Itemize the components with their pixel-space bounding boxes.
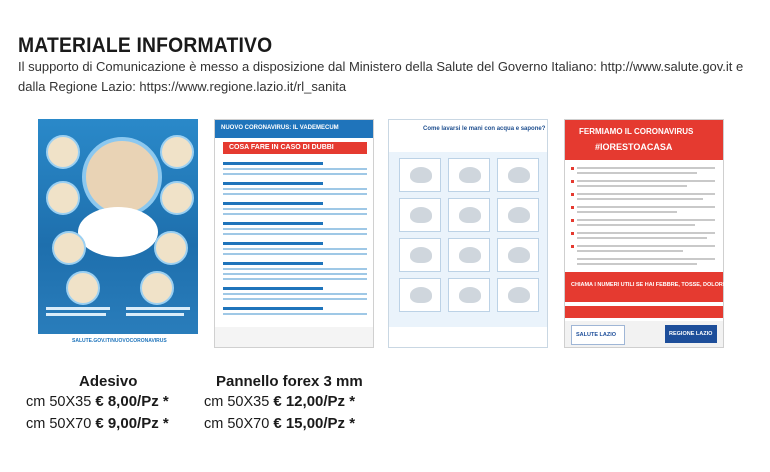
text-line (577, 193, 715, 195)
tip-bubble (160, 135, 194, 169)
size-label: cm 50X35 (26, 394, 92, 410)
adesivo-price-row (26, 393, 169, 410)
text-line (223, 268, 367, 270)
text-line (577, 237, 707, 239)
tip-bubble (46, 135, 80, 169)
text-line (577, 232, 715, 234)
poster-header (389, 120, 547, 152)
hands-icon (410, 167, 432, 183)
text-heading (223, 307, 323, 310)
step-cell (497, 158, 539, 192)
poster-heading: FERMIAMO IL CORONAVIRUS (579, 127, 694, 136)
alert-text: CHIAMA I NUMERI UTILI SE HAI FEBBRE, TOSSE, DOLORI MUSCOLARI (571, 282, 760, 288)
text-line (126, 307, 190, 310)
poster-footer (389, 327, 547, 347)
tip-bubble (66, 271, 100, 305)
adesivo-label: Adesivo (79, 373, 138, 390)
hands-icon (508, 167, 530, 183)
text-heading (223, 222, 323, 225)
text-line (223, 213, 367, 215)
text-line (223, 248, 367, 250)
text-line (577, 258, 715, 260)
poster-handwashing[interactable] (388, 119, 548, 348)
text-line (223, 173, 367, 175)
list-bullet (571, 219, 574, 222)
text-heading (223, 242, 323, 245)
hands-icon (410, 287, 432, 303)
poster-footer (38, 334, 198, 348)
tip-bubble (46, 181, 80, 215)
text-line (126, 313, 184, 316)
forex-price-row (204, 415, 355, 432)
tip-bubble (140, 271, 174, 305)
family-illustration (82, 137, 162, 217)
text-line (577, 263, 697, 265)
text-heading (223, 262, 323, 265)
text-line (577, 250, 683, 252)
step-cell (448, 278, 490, 312)
text-heading (223, 182, 323, 185)
poster-subheading: COSA FARE IN CASO DI DUBBI (229, 144, 334, 151)
list-bullet (571, 245, 574, 248)
poster-heading: Come lavarsi le mani con acqua e sapone? (423, 126, 546, 132)
adesivo-price-row (26, 415, 169, 432)
tip-bubble (52, 231, 86, 265)
alert-band (565, 306, 723, 318)
price-value: € 12,00/Pz * (273, 393, 356, 410)
text-line (577, 167, 715, 169)
list-bullet (571, 232, 574, 235)
text-heading (223, 287, 323, 290)
poster-footer (565, 321, 723, 347)
tip-bubble (154, 231, 188, 265)
poster-header (215, 120, 373, 138)
hands-icon (508, 247, 530, 263)
logo-text: SALUTE LAZIO (576, 332, 617, 338)
size-label: cm 50X70 (26, 416, 92, 432)
step-cell (448, 198, 490, 232)
hands-icon (459, 287, 481, 303)
text-line (223, 168, 367, 170)
size-label: cm 50X70 (204, 416, 270, 432)
hands-icon (459, 247, 481, 263)
poster-heading: NUOVO CORONAVIRUS: IL VADEMECUM (221, 125, 339, 131)
text-line (223, 208, 367, 210)
text-heading (223, 162, 323, 165)
center-callout (78, 207, 158, 257)
text-line (46, 307, 110, 310)
step-cell (497, 198, 539, 232)
salute-lazio-logo (571, 325, 625, 345)
hands-icon (459, 207, 481, 223)
text-line (223, 293, 367, 295)
text-line (577, 224, 695, 226)
text-line (577, 185, 687, 187)
text-line (577, 219, 715, 221)
text-line (577, 198, 703, 200)
poster-subheading: #IORESTOACASA (595, 142, 673, 152)
forex-label: Pannello forex 3 mm (216, 373, 363, 390)
text-heading (223, 202, 323, 205)
text-line (577, 206, 715, 208)
list-bullet (571, 193, 574, 196)
text-line (577, 172, 697, 174)
text-line (223, 188, 367, 190)
text-line (577, 180, 715, 182)
step-cell (399, 238, 441, 272)
step-cell (399, 158, 441, 192)
hands-icon (410, 207, 432, 223)
alert-band (565, 272, 760, 302)
price-value: € 8,00/Pz * (95, 393, 169, 410)
text-line (46, 313, 106, 316)
text-line (577, 211, 677, 213)
list-bullet (571, 167, 574, 170)
text-line (223, 228, 367, 230)
hands-icon (410, 247, 432, 263)
text-line (223, 233, 367, 235)
poster-subheader (223, 142, 367, 154)
regione-lazio-logo (665, 325, 717, 343)
step-cell (448, 158, 490, 192)
step-cell (399, 278, 441, 312)
page-description: Il supporto di Comunicazione è messo a disposizione dal Ministero della Salute del Governo Italiano: http://www.salute.gov.it e dalla Regione Lazio: https://www.regione.lazio.it/rl_sanita (18, 59, 744, 94)
price-value: € 15,00/Pz * (273, 415, 356, 432)
step-cell (448, 238, 490, 272)
poster-vademecum[interactable] (214, 119, 374, 348)
list-bullet (571, 206, 574, 209)
price-value: € 9,00/Pz * (95, 415, 169, 432)
step-cell (399, 198, 441, 232)
poster-footer-text: SALUTE.GOV.IT/NUOVOCORONAVIRUS (72, 338, 167, 344)
text-line (223, 313, 367, 315)
poster-adesivo-infographic[interactable] (38, 119, 198, 348)
hands-icon (508, 287, 530, 303)
list-bullet (571, 180, 574, 183)
poster-logos (215, 327, 373, 347)
hands-icon (508, 207, 530, 223)
poster-fermiamo[interactable] (564, 119, 760, 348)
page-title: MATERIALE INFORMATIVO (18, 34, 273, 57)
tip-bubble (160, 181, 194, 215)
text-line (223, 253, 367, 255)
forex-price-row (204, 393, 355, 410)
poster-header (565, 120, 723, 160)
text-line (577, 245, 715, 247)
hands-icon (459, 167, 481, 183)
text-line (223, 278, 367, 280)
size-label: cm 50X35 (204, 394, 270, 410)
text-line (223, 273, 367, 275)
logo-text: REGIONE LAZIO (669, 331, 713, 337)
text-line (223, 298, 367, 300)
step-cell (497, 238, 539, 272)
step-cell (497, 278, 539, 312)
text-line (223, 193, 367, 195)
